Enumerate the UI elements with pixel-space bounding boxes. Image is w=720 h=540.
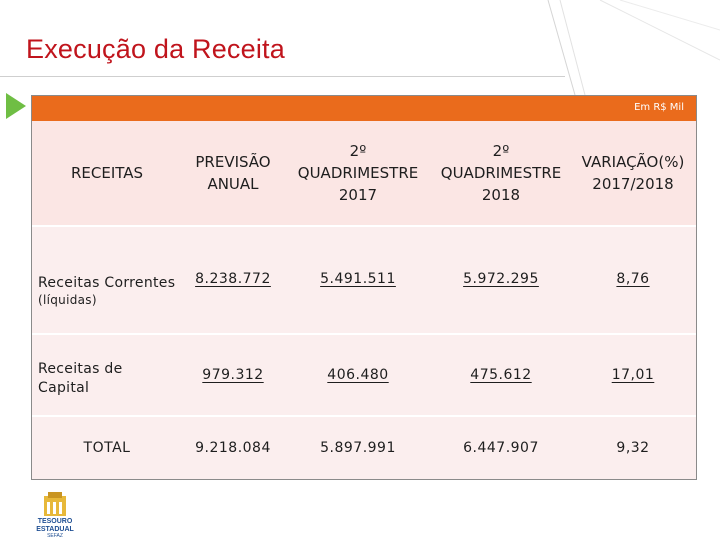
green-arrow-icon <box>6 93 26 119</box>
cell-q2017-correntes <box>284 271 432 287</box>
unit-note: Em R$ Mil <box>634 102 684 113</box>
header-previsao-line1: PREVISÃO <box>195 153 271 171</box>
cell-q2018-capital <box>432 335 570 415</box>
logo-text-line3: SEFAZ <box>47 533 63 538</box>
value-q2017-total: 5.897.991 <box>320 440 396 456</box>
cell-q2017-capital <box>284 335 432 415</box>
value-previsao-total: 9.218.084 <box>195 440 271 456</box>
table-row-receitas-correntes <box>32 227 696 333</box>
value-variacao-total: 9,32 <box>616 440 650 456</box>
table-header-row <box>32 121 696 225</box>
header-variacao-line1: VARIAÇÃO(%) <box>581 153 685 171</box>
header-q2018-line3: 2018 <box>481 186 521 204</box>
cell-previsao-capital <box>182 335 284 415</box>
cell-variacao-capital <box>570 335 696 415</box>
row-label-capital-line2: Capital <box>38 380 90 396</box>
row-label-total: TOTAL <box>83 440 131 456</box>
slide-title: Execução da Receita <box>26 34 285 64</box>
header-receitas <box>32 121 182 225</box>
value-variacao-correntes: 8,76 <box>616 271 650 287</box>
value-q2018-capital: 475.612 <box>470 367 532 383</box>
tesouro-estadual-logo <box>30 490 80 538</box>
row-sublabel-liquidas: (líquidas) <box>38 293 97 307</box>
header-variacao-line2: 2017/2018 <box>592 175 674 193</box>
header-q2017 <box>284 121 432 225</box>
value-q2017-capital: 406.480 <box>327 367 389 383</box>
cell-previsao-correntes <box>182 271 284 287</box>
cell-q2018-total <box>432 417 570 479</box>
header-variacao <box>570 121 696 225</box>
cell-q2018-correntes <box>432 271 570 287</box>
logo-text-line2: ESTADUAL <box>36 526 74 533</box>
value-q2018-total: 6.447.907 <box>463 440 539 456</box>
row-label-correntes: Receitas Correntes <box>38 275 176 291</box>
value-previsao-correntes: 8.238.772 <box>195 271 271 287</box>
cell-variacao-total <box>570 417 696 479</box>
table-row-total <box>32 417 696 479</box>
header-q2017-line1: 2º <box>349 142 367 160</box>
header-q2017-line3: 2017 <box>338 186 378 204</box>
header-q2017-line2: QUADRIMESTRE <box>297 164 419 182</box>
table-header-band <box>32 96 696 121</box>
header-previsao <box>182 121 284 225</box>
header-q2018-line1: 2º <box>492 142 510 160</box>
cell-total-label <box>32 417 182 479</box>
logo-text-line1: TESOURO <box>37 518 73 525</box>
cell-variacao-correntes <box>570 271 696 287</box>
header-previsao-line2: ANUAL <box>207 175 259 193</box>
cell-previsao-total <box>182 417 284 479</box>
title-divider <box>0 76 565 77</box>
revenue-table <box>31 95 697 480</box>
value-q2018-correntes: 5.972.295 <box>463 271 539 287</box>
cell-q2017-total <box>284 417 432 479</box>
header-q2018-line2: QUADRIMESTRE <box>440 164 562 182</box>
table-row-receitas-capital <box>32 335 696 415</box>
row-label-capital-line1: Receitas de <box>38 361 123 377</box>
value-q2017-correntes: 5.491.511 <box>320 271 396 287</box>
value-previsao-capital: 979.312 <box>202 367 264 383</box>
value-variacao-capital: 17,01 <box>611 367 655 383</box>
header-q2018 <box>432 121 570 225</box>
header-receitas-label: RECEITAS <box>70 164 144 182</box>
row-label-capital <box>38 360 123 398</box>
